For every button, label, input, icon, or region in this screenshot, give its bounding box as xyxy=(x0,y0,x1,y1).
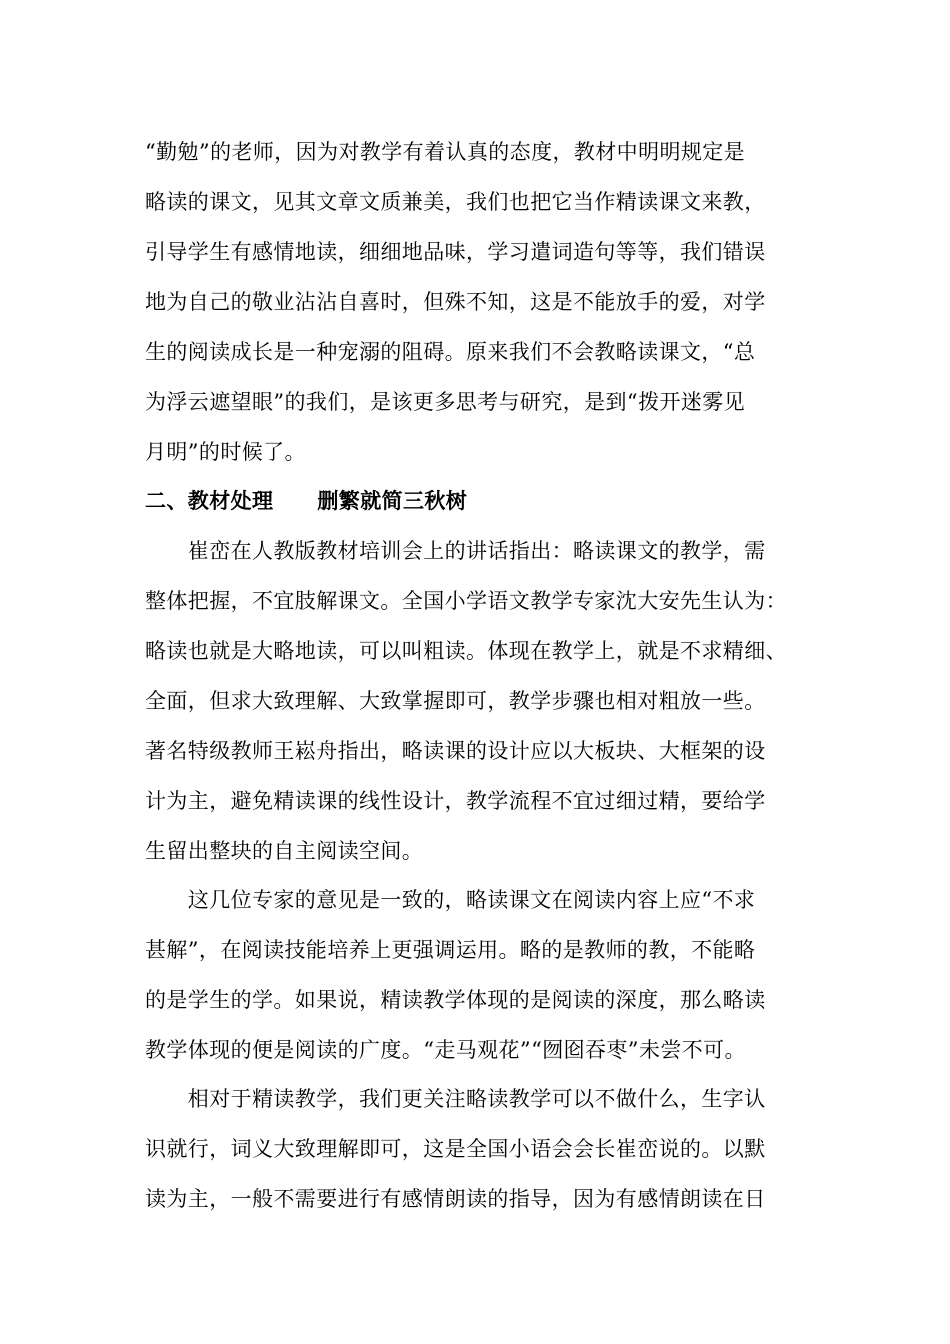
paragraph-3-line-3: 的是学生的学。如果说，精读教学体现的是阅读的深度，那么略读 xyxy=(145,988,766,1012)
paragraph-2-line-6: 计为主，避免精读课的线性设计，教学流程不宜过细过精，要给学 xyxy=(145,789,766,813)
section-heading-number-title: 二、教材处理 xyxy=(145,488,274,513)
section-heading xyxy=(145,486,825,516)
paragraph-1-line-4: 地为自己的敬业沾沾自喜时，但殊不知，这是不能放手的爱，对学 xyxy=(145,290,766,314)
paragraph-2-line-4: 全面，但求大致理解、大致掌握即可，教学步骤也相对粗放一些。 xyxy=(145,689,766,713)
paragraph-4-line-1: 相对于精读教学，我们更关注略读教学可以不做什么，生字认 xyxy=(145,1087,766,1111)
paragraph-3-line-2: 甚解”，在阅读技能培养上更强调运用。略的是教师的教，不能略 xyxy=(145,938,756,962)
paragraph-3-line-1: 这几位专家的意见是一致的，略读课文在阅读内容上应“不求 xyxy=(145,888,756,912)
paragraph-1-line-1: “勤勉”的老师，因为对教学有着认真的态度，教材中明明规定是 xyxy=(145,140,746,164)
paragraph-3-line-4: 教学体现的便是阅读的广度。“走马观花”“囫囵吞枣”未尝不可。 xyxy=(145,1038,746,1062)
paragraph-2-line-1: 崔峦在人教版教材培训会上的讲话指出：略读课文的教学，需 xyxy=(145,539,766,563)
paragraph-1-line-7: 月明”的时候了。 xyxy=(145,440,306,464)
paragraph-2-line-7: 生留出整块的自主阅读空间。 xyxy=(145,839,424,863)
paragraph-4-line-2: 识就行，词义大致理解即可，这是全国小语会会长崔峦说的。以默 xyxy=(145,1137,766,1161)
section-heading-subtitle: 删繁就简三秋树 xyxy=(317,488,468,513)
paragraph-2-line-3: 略读也就是大略地读，可以叫粗读。体现在教学上，就是不求精细、 xyxy=(145,639,787,663)
paragraph-1-line-3: 引导学生有感情地读，细细地品味，学习遣词造句等等，我们错误 xyxy=(145,240,766,264)
paragraph-2-line-2: 整体把握，不宜肢解课文。全国小学语文教学专家沈大安先生认为： xyxy=(145,589,787,613)
paragraph-4-line-3: 读为主，一般不需要进行有感情朗读的指导，因为有感情朗读在日 xyxy=(145,1187,766,1211)
paragraph-1-line-5: 生的阅读成长是一种宠溺的阻碍。原来我们不会教略读课文，“总 xyxy=(145,340,756,364)
paragraph-2-line-5: 著名特级教师王崧舟指出，略读课的设计应以大板块、大框架的设 xyxy=(145,739,766,763)
paragraph-1-line-2: 略读的课文，见其文章文质兼美，我们也把它当作精读课文来教， xyxy=(145,190,766,214)
paragraph-1-line-6: 为浮云遮望眼”的我们，是该更多思考与研究，是到“拨开迷雾见 xyxy=(145,390,746,414)
